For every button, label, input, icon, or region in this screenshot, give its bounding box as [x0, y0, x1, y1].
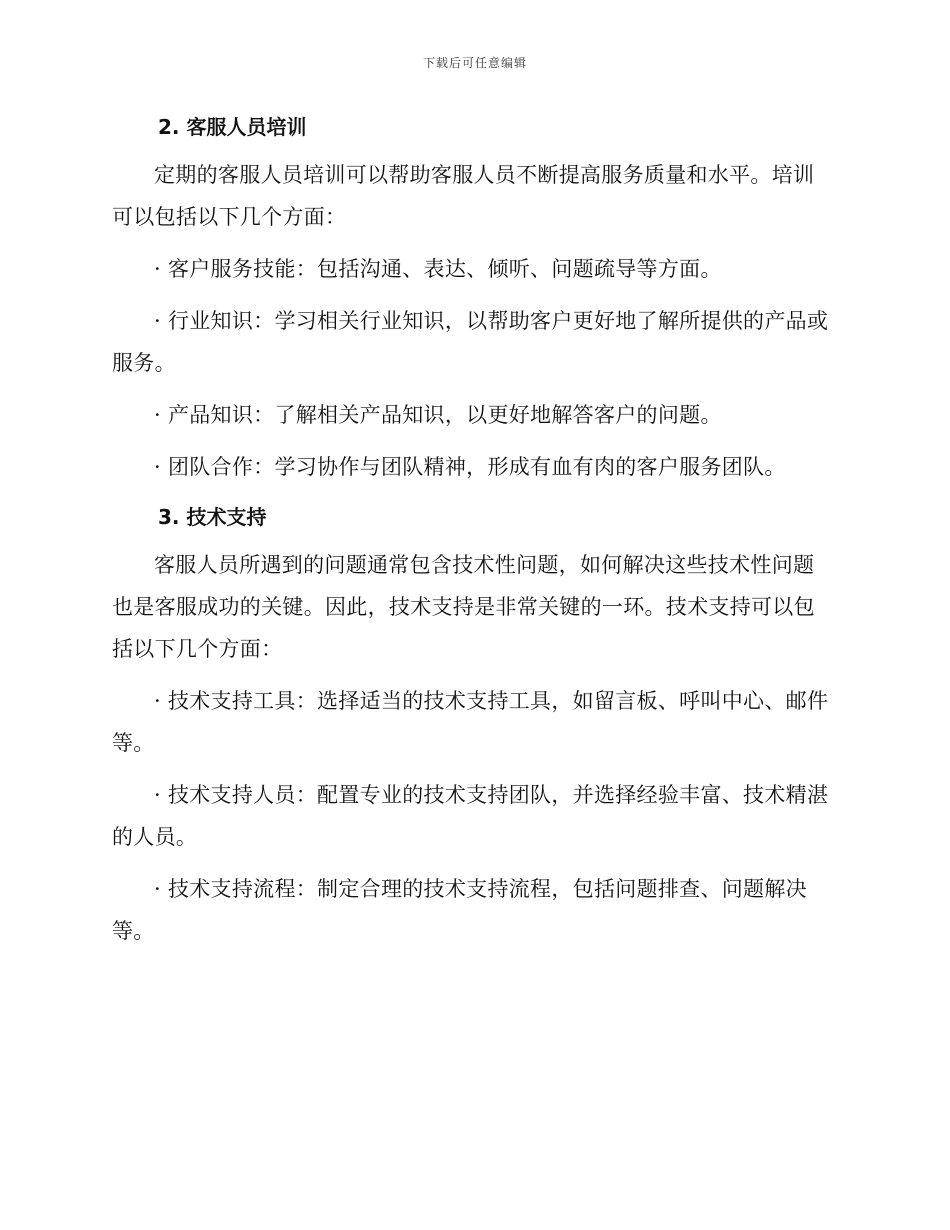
tech-support-intro-paragraph: 客服人员所遇到的问题通常包含技术性问题，如何解决这些技术性问题也是客服成功的关键。因此，技术支持是非常关键的一环。技术支持可以包括以下几个方面： — [112, 553, 815, 661]
training-intro-paragraph: 定期的客服人员培训可以帮助客服人员不断提高服务质量和水平。培训可以包括以下几个方面： — [112, 163, 815, 229]
section-heading-training: 2. 客服人员培训 — [158, 115, 307, 139]
tech-bullet-staff: · 技术支持人员：配置专业的技术支持团队，并选择经验丰富、技术精湛的人员。 — [112, 783, 829, 849]
tech-bullet-tools: · 技术支持工具：选择适当的技术支持工具，如留言板、呼叫中心、邮件等。 — [112, 689, 829, 755]
section-heading-tech-support: 3. 技术支持 — [158, 505, 267, 529]
training-bullet-service-skills: · 客户服务技能：包括沟通、表达、倾听、问题疏导等方面。 — [154, 257, 722, 281]
training-bullet-industry-knowledge: · 行业知识：学习相关行业知识，以帮助客户更好地了解所提供的产品或服务。 — [112, 309, 829, 375]
document-body — [112, 110, 832, 952]
training-bullet-product-knowledge: · 产品知识：了解相关产品知识，以更好地解答客户的问题。 — [154, 403, 722, 427]
training-bullet-teamwork: · 团队合作：学习协作与团队精神，形成有血有肉的客户服务团队。 — [154, 455, 786, 479]
tech-bullet-process: · 技术支持流程：制定合理的技术支持流程，包括问题排查、问题解决等。 — [112, 877, 807, 943]
page-header: 下载后可任意编辑 — [422, 56, 527, 70]
